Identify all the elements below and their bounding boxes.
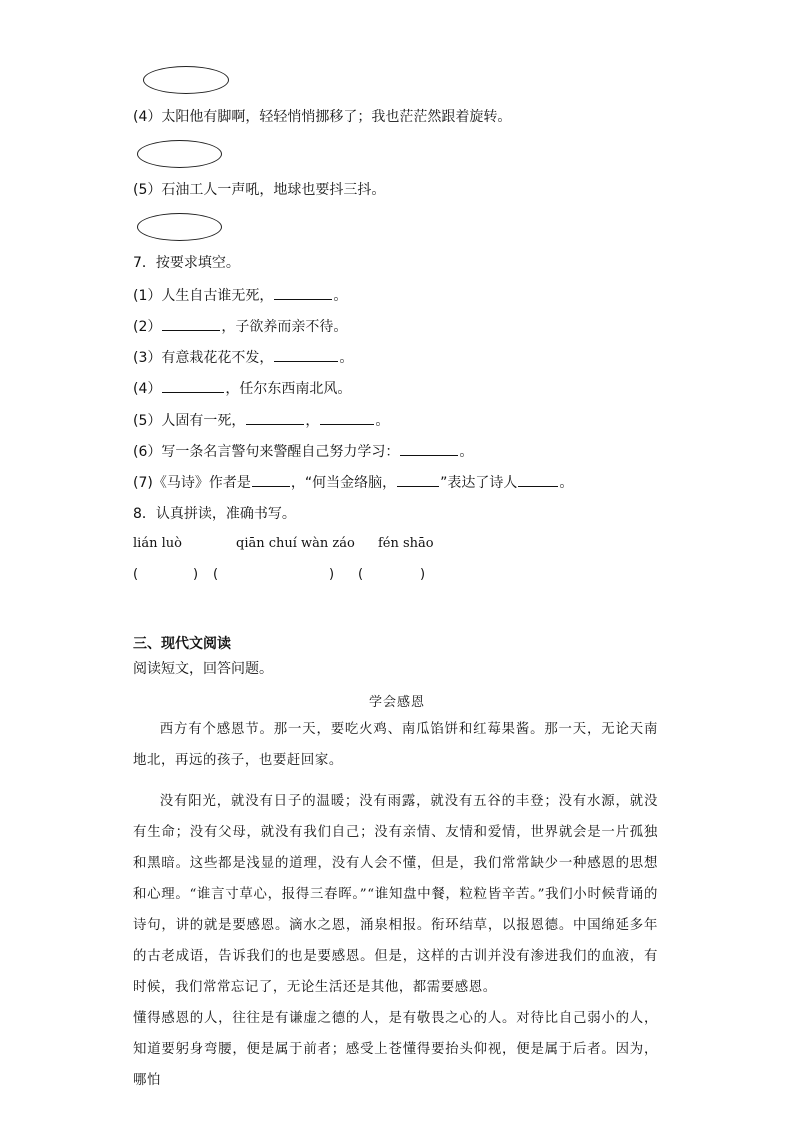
essay-paragraph-1: 西方有个感恩节。那一天，要吃火鸡、南瓜馅饼和红莓果酱。那一天，无论天南地北，再远的孩子，也要赶回家。 (133, 722, 658, 768)
answer-blank[interactable] (320, 410, 374, 425)
question-7-item-5-end: 。 (375, 413, 390, 429)
answer-blank[interactable] (252, 472, 290, 487)
question-7-item-4 (133, 378, 351, 399)
question-6-item-5: (5）石油工人一声吼，地球也要抖三抖。 (133, 182, 386, 198)
question-7-item-6-end: 。 (459, 444, 474, 460)
answer-ellipse-5[interactable] (137, 213, 222, 241)
question-7-item-2-text: (2） (133, 319, 162, 335)
answer-blank[interactable] (518, 472, 558, 487)
question-7-item-7-end: 。 (559, 475, 574, 491)
answer-blank[interactable] (397, 472, 439, 487)
question-7-item-7 (133, 472, 573, 493)
answer-ellipse-4[interactable] (137, 140, 222, 168)
pinyin-1: lián luò (133, 536, 182, 551)
question-7-item-4-end: ，任尔东西南北风。 (225, 381, 352, 397)
question-7-item-2 (133, 316, 347, 337)
question-7-item-4-text: (4） (133, 381, 162, 397)
answer-paren-1-open[interactable]: ( (133, 567, 139, 582)
reading-instruction: 阅读短文，回答问题。 (133, 661, 273, 677)
pinyin-2: qiān chuí wàn záo (236, 536, 355, 551)
question-7-item-5-mid: ， (305, 413, 320, 429)
answer-blank[interactable] (274, 347, 338, 362)
answer-blank[interactable] (162, 378, 224, 393)
question-7-item-3-text: (3）有意栽花花不发， (133, 350, 274, 366)
answer-blank[interactable] (400, 441, 458, 456)
question-7-item-6 (133, 441, 473, 462)
question-7-title: 7．按要求填空。 (133, 255, 240, 271)
question-8-title: 8．认真拼读，准确书写。 (133, 506, 296, 522)
question-7-item-1 (133, 285, 347, 306)
question-7-item-2-end: ，子欲养而亲不待。 (221, 319, 348, 335)
essay-title: 学会感恩 (368, 695, 425, 710)
question-7-item-7-mid2: ”表达了诗人 (440, 475, 518, 491)
answer-paren-3-close[interactable]: ) (420, 567, 426, 582)
answer-blank[interactable] (274, 285, 332, 300)
answer-paren-3-open[interactable]: ( (358, 567, 364, 582)
answer-blank[interactable] (162, 316, 220, 331)
section-heading: 三、现代文阅读 (133, 636, 231, 652)
question-7-item-1-end: 。 (333, 288, 348, 304)
answer-paren-2-close[interactable]: ) (329, 567, 335, 582)
answer-paren-2-open[interactable]: ( (213, 567, 219, 582)
answer-paren-1-close[interactable]: ) (193, 567, 199, 582)
question-7-item-3-end: 。 (339, 350, 354, 366)
question-7-item-7-text: (7)《马诗》作者是 (133, 475, 251, 491)
question-7-item-5-text: (5）人固有一死， (133, 413, 246, 429)
essay-body (133, 714, 658, 1096)
essay-paragraph-2: 没有阳光，就没有日子的温暖；没有雨露，就没有五谷的丰登；没有水源，就没有生命；没有父母，就没有我们自己；没有亲情、友情和爱情，世界就会是一片孤独和黑暗。这些都是浅显的道理，没有人会不懂，但是，我们常常缺少一种感恩的思想和心理。“谁言寸草心，报得三春晖。”“谁知盘中餐，粒粒皆辛苦。”我们小时候背诵的诗句，讲的就是要感恩。滴水之恩，涌泉相报。衔环结草，以报恩德。中国绵延多年的古老成语，告诉我们的也是要感恩。但是，这样的古训并没有渗进我们的血液，有时候，我们常常忘记了，无论生活还是其他，都需要感恩。 (133, 794, 658, 995)
pinyin-3: fén shāo (378, 536, 434, 551)
essay-paragraph-3: 懂得感恩的人，往往是有谦虚之德的人，是有敬畏之心的人。对待比自己弱小的人，知道要躬身弯腰，便是属于前者；感受上苍懂得要抬头仰视，便是属于后者。因为，哪怕 (133, 1011, 658, 1088)
question-7-item-7-mid1: ，“何当金络脑， (290, 475, 397, 491)
question-7-item-3 (133, 347, 353, 368)
question-7-item-6-text: (6）写一条名言警句来警醒自己努力学习： (133, 444, 400, 460)
question-6-item-4: (4）太阳他有脚啊，轻轻悄悄挪移了；我也茫茫然跟着旋转。 (133, 109, 512, 125)
answer-ellipse-3[interactable] (143, 66, 229, 94)
question-7-item-1-text: (1）人生自古谁无死， (133, 288, 274, 304)
question-7-item-5 (133, 410, 389, 431)
answer-blank[interactable] (246, 410, 304, 425)
